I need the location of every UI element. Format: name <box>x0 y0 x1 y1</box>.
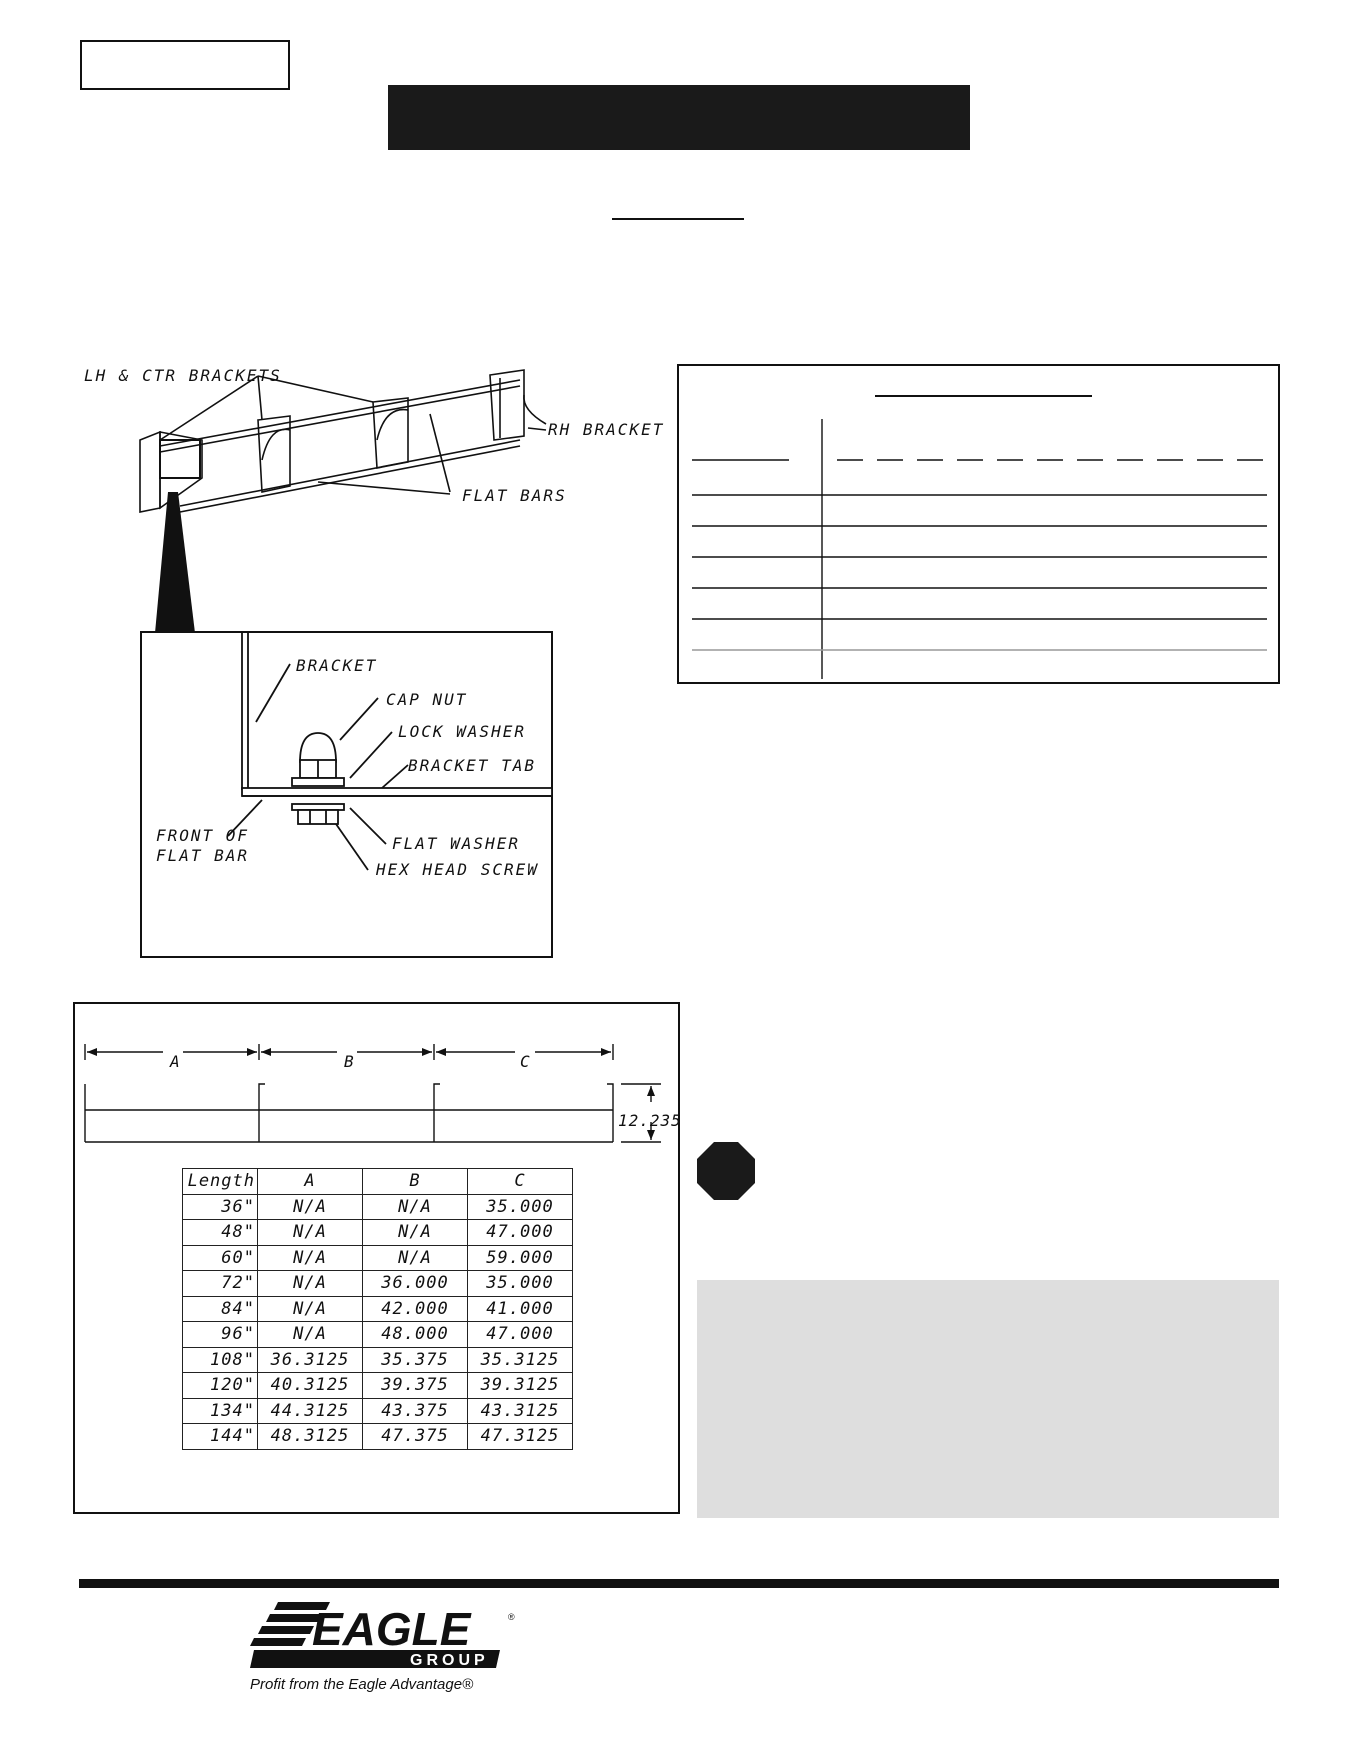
table-row <box>183 1322 573 1348</box>
cell-length: 48" <box>183 1220 258 1246</box>
cell-c: 47.3125 <box>468 1424 573 1450</box>
cell-b: N/A <box>363 1194 468 1220</box>
section-heading-underline <box>612 218 744 220</box>
cell-length: 96" <box>183 1322 258 1348</box>
cell-b: N/A <box>363 1245 468 1271</box>
cell-length: 36" <box>183 1194 258 1220</box>
cell-a: N/A <box>258 1245 363 1271</box>
cell-length: 72" <box>183 1271 258 1297</box>
cell-b: 43.375 <box>363 1398 468 1424</box>
footer-rule <box>79 1579 1279 1588</box>
cell-c: 39.3125 <box>468 1373 573 1399</box>
cell-c: 43.3125 <box>468 1398 573 1424</box>
cell-b: 39.375 <box>363 1373 468 1399</box>
label-hex-head-screw: HEX HEAD SCREW <box>376 860 539 879</box>
dim-label-a: A <box>170 1052 180 1071</box>
title-banner <box>388 85 970 150</box>
table-row <box>183 1194 573 1220</box>
dimension-drawing <box>73 1002 680 1162</box>
label-flat-washer: FLAT WASHER <box>392 834 520 853</box>
document-code-box <box>80 40 290 90</box>
cell-b: 35.375 <box>363 1347 468 1373</box>
cell-length: 120" <box>183 1373 258 1399</box>
cell-length: 144" <box>183 1424 258 1450</box>
label-flat-bars: FLAT BARS <box>462 486 567 505</box>
label-cap-nut: CAP NUT <box>386 690 468 709</box>
footer-tagline: Profit from the Eagle Advantage® <box>250 1676 474 1693</box>
cell-b: 47.375 <box>363 1424 468 1450</box>
stop-sign-icon <box>697 1142 755 1200</box>
header-b: B <box>363 1169 468 1195</box>
svg-text:GROUP: GROUP <box>410 1652 489 1669</box>
table-row <box>183 1296 573 1322</box>
cell-a: N/A <box>258 1322 363 1348</box>
cell-length: 108" <box>183 1347 258 1373</box>
table-row <box>183 1245 573 1271</box>
label-rh-bracket: RH BRACKET <box>548 420 665 439</box>
cell-length: 84" <box>183 1296 258 1322</box>
cell-b: 48.000 <box>363 1322 468 1348</box>
cell-a: N/A <box>258 1296 363 1322</box>
cell-length: 134" <box>183 1398 258 1424</box>
cell-c: 35.000 <box>468 1194 573 1220</box>
dim-label-c: C <box>520 1052 530 1071</box>
dimension-table <box>182 1168 573 1450</box>
table-row <box>183 1347 573 1373</box>
cell-b: 36.000 <box>363 1271 468 1297</box>
note-panel <box>697 1280 1279 1518</box>
label-bracket: BRACKET <box>296 656 378 675</box>
cell-a: 44.3125 <box>258 1398 363 1424</box>
table-row <box>183 1271 573 1297</box>
cell-a: N/A <box>258 1271 363 1297</box>
header-length: Length <box>183 1169 258 1195</box>
parts-table-lines <box>677 364 1280 684</box>
header-c: C <box>468 1169 573 1195</box>
cell-c: 47.000 <box>468 1322 573 1348</box>
table-row <box>183 1424 573 1450</box>
cell-c: 35.3125 <box>468 1347 573 1373</box>
svg-text:®: ® <box>508 1612 515 1622</box>
cell-a: 40.3125 <box>258 1373 363 1399</box>
dimension-table-header <box>183 1169 573 1195</box>
cell-b: 42.000 <box>363 1296 468 1322</box>
cell-c: 47.000 <box>468 1220 573 1246</box>
dim-label-height: 12.235 <box>618 1111 682 1130</box>
cell-c: 59.000 <box>468 1245 573 1271</box>
table-row <box>183 1220 573 1246</box>
svg-text:EAGLE: EAGLE <box>312 1603 471 1655</box>
cell-a: 48.3125 <box>258 1424 363 1450</box>
cell-b: N/A <box>363 1220 468 1246</box>
label-lh-ctr-brackets: LH & CTR BRACKETS <box>84 366 282 385</box>
cell-c: 41.000 <box>468 1296 573 1322</box>
label-front-of: FRONT OF <box>156 826 250 845</box>
label-bracket-tab: BRACKET TAB <box>408 756 536 775</box>
cell-a: 36.3125 <box>258 1347 363 1373</box>
cell-length: 60" <box>183 1245 258 1271</box>
label-flat-bar: FLAT BAR <box>156 846 250 865</box>
cell-c: 35.000 <box>468 1271 573 1297</box>
dim-label-b: B <box>344 1052 354 1071</box>
cell-a: N/A <box>258 1194 363 1220</box>
table-row <box>183 1373 573 1399</box>
label-lock-washer: LOCK WASHER <box>398 722 526 741</box>
header-a: A <box>258 1169 363 1195</box>
cell-a: N/A <box>258 1220 363 1246</box>
table-row <box>183 1398 573 1424</box>
